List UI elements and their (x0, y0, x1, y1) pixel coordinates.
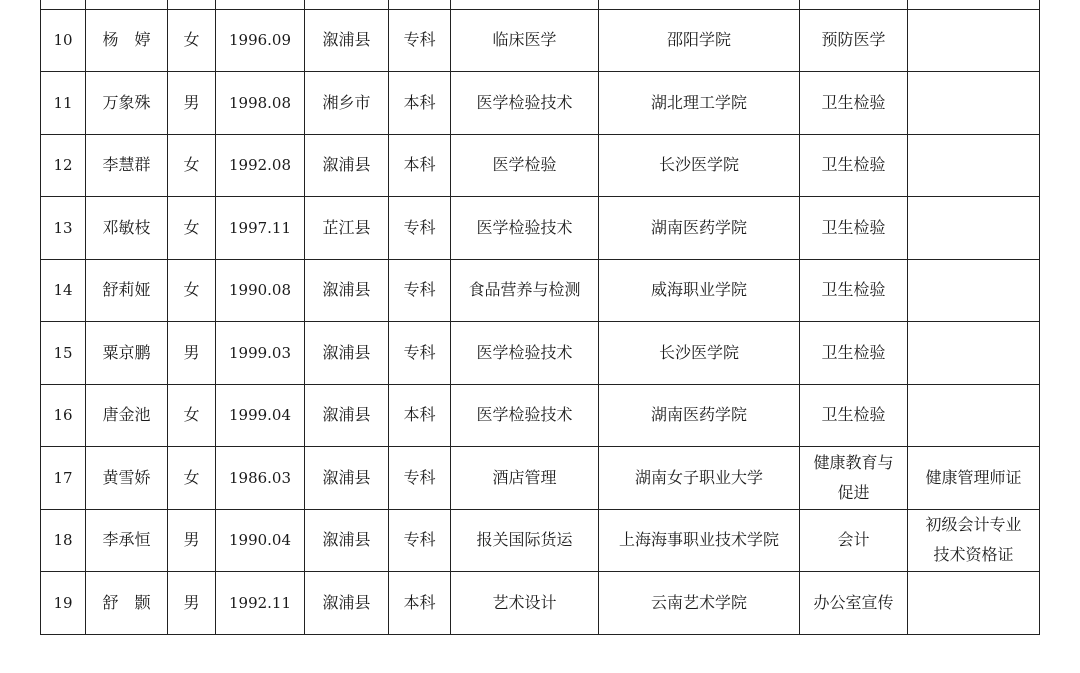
gender-text: 女 (183, 30, 200, 50)
name-cell (86, 9, 168, 72)
major-text: 临床医学 (492, 30, 557, 50)
birth-date-cell (216, 509, 305, 572)
row-number-cell (41, 134, 86, 197)
name-text: 唐金池 (102, 405, 151, 425)
gender-cell (168, 572, 216, 635)
name-text: 邓敏枝 (102, 217, 151, 237)
hometown-cell (305, 0, 389, 9)
hometown-text: 溆浦县 (322, 592, 371, 612)
gender-text: 男 (183, 592, 200, 612)
gender-cell (168, 384, 216, 447)
hometown-text: 溆浦县 (322, 530, 371, 550)
birth-date-cell (216, 72, 305, 135)
education-cell (389, 447, 451, 510)
education-cell (389, 9, 451, 72)
row-number-cell (41, 197, 86, 260)
position-cell (800, 259, 908, 322)
name-cell (86, 384, 168, 447)
table-row (41, 0, 1040, 9)
birth-date-text: 1992.11 (228, 593, 292, 612)
position-cell (800, 197, 908, 260)
hometown-cell (305, 72, 389, 135)
row-number-cell (41, 259, 86, 322)
gender-text: 男 (183, 92, 200, 112)
name-cell (86, 509, 168, 572)
hometown-cell (305, 259, 389, 322)
birth-date-cell (216, 322, 305, 385)
major-text: 医学检验技术 (476, 92, 573, 112)
education-text: 专科 (403, 530, 436, 550)
birth-date-cell (216, 572, 305, 635)
school-cell (599, 447, 800, 510)
education-cell (389, 259, 451, 322)
position-text: 会计 (837, 530, 870, 550)
name-cell (86, 72, 168, 135)
table-row (41, 134, 1040, 197)
major-cell (451, 572, 599, 635)
table-row (41, 72, 1040, 135)
school-cell (599, 0, 800, 9)
table-row (41, 384, 1040, 447)
gender-cell (168, 259, 216, 322)
major-cell (451, 134, 599, 197)
candidate-table (40, 0, 1040, 635)
education-cell (389, 197, 451, 260)
row-number-text: 15 (53, 343, 73, 362)
position-cell (800, 447, 908, 510)
education-cell (389, 384, 451, 447)
certificate-cell (908, 259, 1040, 322)
birth-date-cell (216, 197, 305, 260)
gender-text: 女 (183, 217, 200, 237)
name-text: 万象殊 (102, 92, 151, 112)
birth-date-text: 1999.03 (228, 343, 292, 362)
major-text: 报关国际货运 (476, 530, 573, 550)
gender-cell (168, 0, 216, 9)
major-text: 艺术设计 (492, 592, 557, 612)
education-text: 本科 (403, 405, 436, 425)
name-text: 李承恒 (102, 530, 151, 550)
position-cell (800, 0, 908, 9)
hometown-cell (305, 9, 389, 72)
certificate-text: 初级会计专业 技术资格证 (925, 515, 1022, 565)
certificate-cell (908, 322, 1040, 385)
major-cell (451, 384, 599, 447)
school-cell (599, 509, 800, 572)
gender-text: 男 (183, 342, 200, 362)
hometown-cell (305, 322, 389, 385)
name-cell (86, 259, 168, 322)
gender-text: 女 (183, 280, 200, 300)
school-cell (599, 259, 800, 322)
major-text: 医学检验技术 (476, 217, 573, 237)
row-number-text: 13 (53, 218, 73, 237)
position-cell (800, 9, 908, 72)
position-cell (800, 509, 908, 572)
certificate-cell (908, 72, 1040, 135)
education-cell (389, 509, 451, 572)
school-cell (599, 72, 800, 135)
education-text: 专科 (403, 217, 436, 237)
hometown-text: 溆浦县 (322, 155, 371, 175)
school-text: 邵阳学院 (666, 30, 731, 50)
certificate-cell (908, 197, 1040, 260)
table-row (41, 259, 1040, 322)
row-number-text: 14 (53, 281, 73, 300)
row-number-text: 11 (53, 93, 73, 112)
gender-text: 女 (183, 155, 200, 175)
school-text: 长沙医学院 (658, 342, 739, 362)
education-cell (389, 322, 451, 385)
major-text: 食品营养与检测 (468, 280, 581, 300)
school-text: 湖南女子职业大学 (634, 467, 763, 487)
position-text: 卫生检验 (821, 280, 886, 300)
education-text: 专科 (403, 30, 436, 50)
birth-date-text: 1998.08 (228, 93, 292, 112)
major-cell (451, 0, 599, 9)
row-number-cell (41, 447, 86, 510)
position-text: 办公室宣传 (813, 592, 894, 612)
birth-date-text: 1990.04 (228, 531, 292, 550)
table-row (41, 322, 1040, 385)
birth-date-cell (216, 9, 305, 72)
school-text: 威海职业学院 (650, 280, 747, 300)
hometown-text: 溆浦县 (322, 342, 371, 362)
table-row (41, 447, 1040, 510)
name-text: 黄雪娇 (102, 467, 151, 487)
major-text: 酒店管理 (492, 467, 557, 487)
birth-date-text: 1992.08 (228, 156, 292, 175)
certificate-cell (908, 9, 1040, 72)
major-text: 医学检验技术 (476, 342, 573, 362)
birth-date-cell (216, 134, 305, 197)
hometown-text: 湘乡市 (322, 92, 371, 112)
school-text: 云南艺术学院 (650, 592, 747, 612)
education-cell (389, 134, 451, 197)
hometown-cell (305, 134, 389, 197)
name-text: 粟京鹏 (102, 342, 151, 362)
major-cell (451, 322, 599, 385)
name-text: 舒莉娅 (102, 280, 151, 300)
row-number-text: 19 (53, 593, 73, 612)
hometown-cell (305, 447, 389, 510)
hometown-cell (305, 197, 389, 260)
certificate-cell (908, 447, 1040, 510)
hometown-cell (305, 384, 389, 447)
major-cell (451, 72, 599, 135)
school-cell (599, 134, 800, 197)
birth-date-cell (216, 259, 305, 322)
birth-date-cell (216, 384, 305, 447)
position-cell (800, 72, 908, 135)
row-number-cell (41, 0, 86, 9)
gender-cell (168, 72, 216, 135)
school-text: 湖南医药学院 (650, 217, 747, 237)
certificate-text: 健康管理师证 (925, 467, 1022, 487)
table-row (41, 9, 1040, 72)
education-text: 专科 (403, 467, 436, 487)
row-number-text: 18 (53, 531, 73, 550)
school-cell (599, 9, 800, 72)
position-cell (800, 572, 908, 635)
gender-cell (168, 322, 216, 385)
major-text: 医学检验 (492, 155, 557, 175)
certificate-cell (908, 509, 1040, 572)
row-number-cell (41, 72, 86, 135)
row-number-text: 12 (53, 156, 73, 175)
hometown-text: 溆浦县 (322, 30, 371, 50)
certificate-cell (908, 0, 1040, 9)
education-text: 本科 (403, 92, 436, 112)
hometown-cell (305, 572, 389, 635)
row-number-cell (41, 384, 86, 447)
gender-cell (168, 197, 216, 260)
row-number-text: 16 (53, 406, 73, 425)
row-number-cell (41, 322, 86, 385)
position-cell (800, 322, 908, 385)
row-number-cell (41, 9, 86, 72)
hometown-text: 芷江县 (322, 217, 371, 237)
position-text: 卫生检验 (821, 405, 886, 425)
school-cell (599, 322, 800, 385)
gender-cell (168, 9, 216, 72)
certificate-cell (908, 572, 1040, 635)
name-cell (86, 0, 168, 9)
position-text: 健康教育与 促进 (813, 452, 894, 502)
school-cell (599, 572, 800, 635)
position-text: 卫生检验 (821, 155, 886, 175)
position-text: 预防医学 (821, 30, 886, 50)
gender-text: 女 (183, 405, 200, 425)
name-cell (86, 134, 168, 197)
school-cell (599, 197, 800, 260)
hometown-text: 溆浦县 (322, 405, 371, 425)
education-text: 专科 (403, 342, 436, 362)
table-row (41, 509, 1040, 572)
major-cell (451, 447, 599, 510)
row-number-cell (41, 509, 86, 572)
gender-cell (168, 134, 216, 197)
hometown-text: 溆浦县 (322, 280, 371, 300)
name-text: 李慧群 (102, 155, 151, 175)
birth-date-text: 1997.11 (228, 218, 292, 237)
education-cell (389, 72, 451, 135)
table-row (41, 197, 1040, 260)
birth-date-text: 1986.03 (228, 468, 292, 487)
school-text: 湖南医药学院 (650, 405, 747, 425)
name-cell (86, 572, 168, 635)
name-cell (86, 447, 168, 510)
school-text: 湖北理工学院 (650, 92, 747, 112)
gender-cell (168, 509, 216, 572)
hometown-text: 溆浦县 (322, 467, 371, 487)
education-text: 专科 (403, 280, 436, 300)
row-number-cell (41, 572, 86, 635)
position-text: 卫生检验 (821, 92, 886, 112)
table-body (41, 0, 1040, 634)
certificate-cell (908, 134, 1040, 197)
major-cell (451, 259, 599, 322)
school-text: 长沙医学院 (658, 155, 739, 175)
position-text: 卫生检验 (821, 342, 886, 362)
major-cell (451, 197, 599, 260)
education-text: 本科 (403, 592, 436, 612)
table-row (41, 572, 1040, 635)
birth-date-cell (216, 447, 305, 510)
hometown-cell (305, 509, 389, 572)
gender-text: 男 (183, 530, 200, 550)
school-cell (599, 384, 800, 447)
major-cell (451, 9, 599, 72)
name-cell (86, 322, 168, 385)
birth-date-cell (216, 0, 305, 9)
position-cell (800, 134, 908, 197)
name-cell (86, 197, 168, 260)
gender-text: 女 (183, 467, 200, 487)
position-cell (800, 384, 908, 447)
school-text: 上海海事职业技术学院 (618, 530, 779, 550)
certificate-cell (908, 384, 1040, 447)
gender-cell (168, 447, 216, 510)
birth-date-text: 1990.08 (228, 281, 292, 300)
education-text: 本科 (403, 155, 436, 175)
row-number-text: 17 (53, 468, 73, 487)
birth-date-text: 1999.04 (228, 406, 292, 425)
education-cell (389, 0, 451, 9)
education-cell (389, 572, 451, 635)
name-text: 杨 婷 (102, 30, 151, 50)
name-text: 舒 颢 (102, 592, 151, 612)
position-text: 卫生检验 (821, 217, 886, 237)
major-text: 医学检验技术 (476, 405, 573, 425)
row-number-text: 10 (53, 31, 73, 50)
birth-date-text: 1996.09 (228, 31, 292, 50)
major-cell (451, 509, 599, 572)
